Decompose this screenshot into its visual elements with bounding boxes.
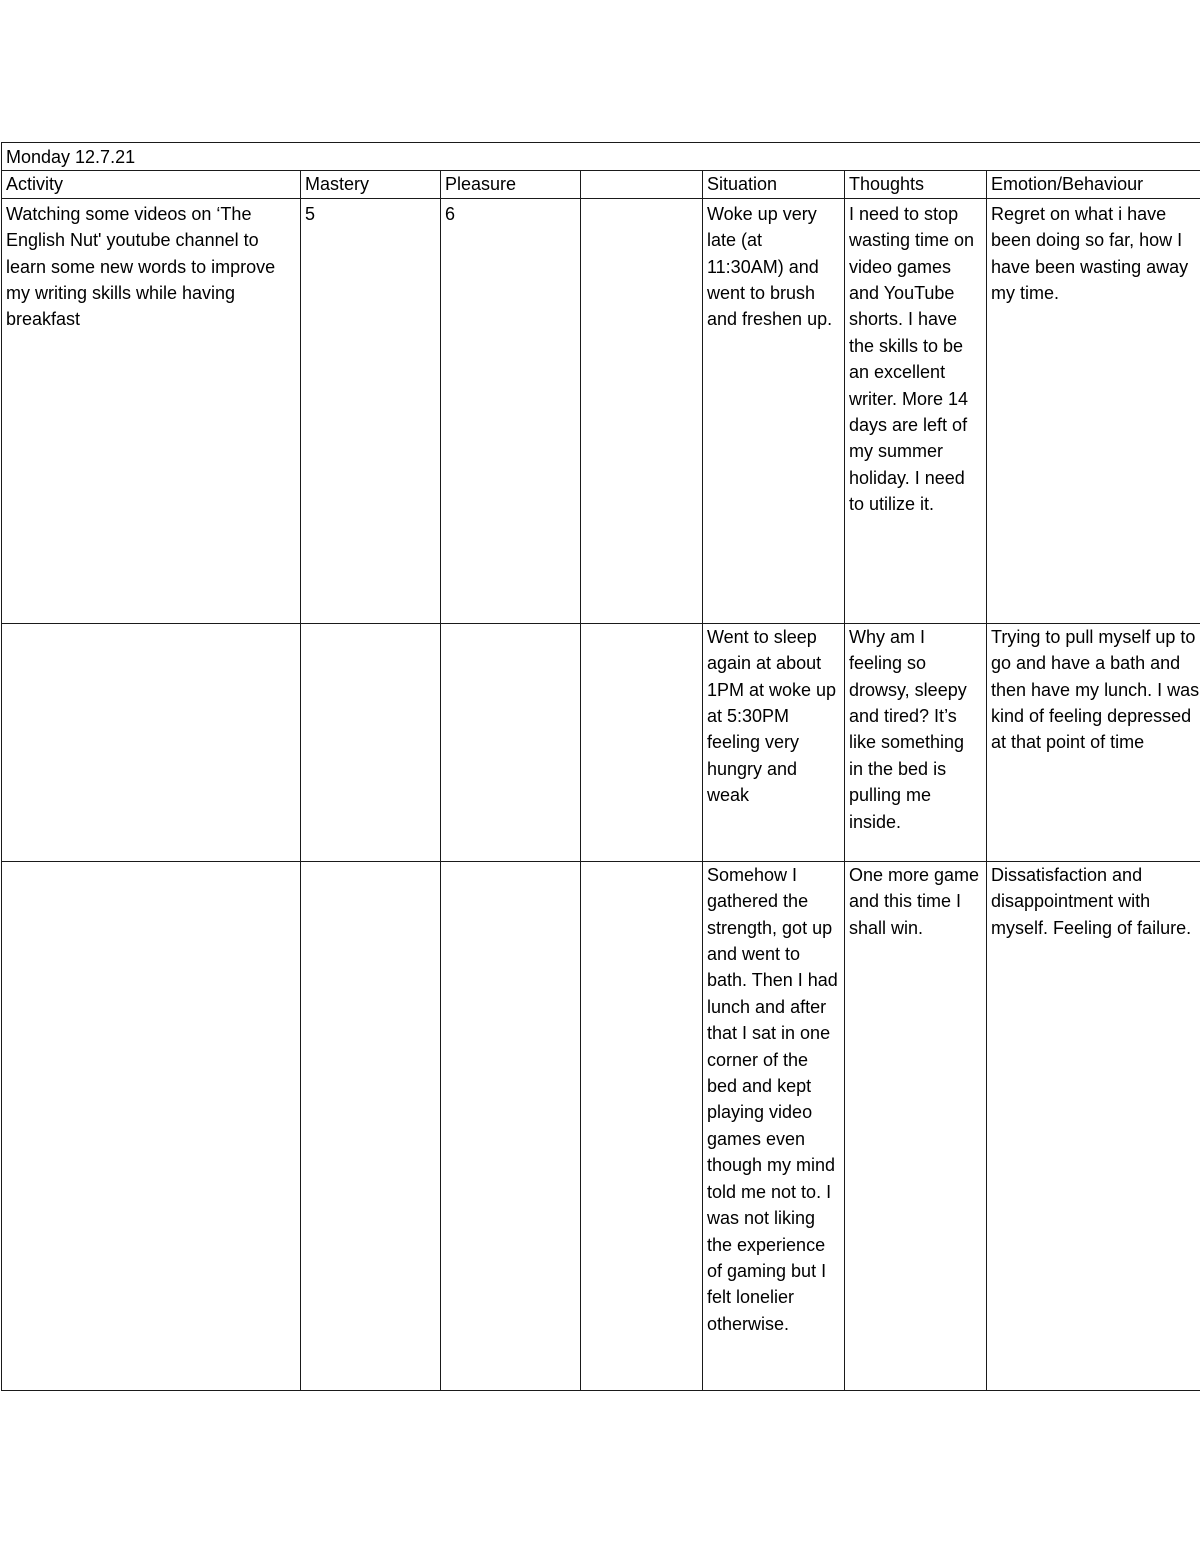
cell-thoughts: One more game and this time I shall win.	[845, 861, 987, 1390]
cell-emotion: Dissatisfaction and disappointment with myself. Feeling of failure.	[987, 861, 1200, 1390]
cell-emotion: Trying to pull myself up to go and have a bath and then have my lunch. I was kind of feeling depressed at that point of time	[987, 623, 1200, 861]
header-blank	[581, 171, 703, 198]
cell-blank	[581, 623, 703, 861]
cell-activity	[2, 861, 301, 1390]
cell-activity	[2, 623, 301, 861]
cell-pleasure: 6	[441, 198, 581, 623]
cell-situation: Somehow I gathered the strength, got up and went to bath. Then I had lunch and after that I sat in one corner of the bed and kept playing video games even though my mind told me not to. I was not liking the experience of gaming but I felt lonelier otherwise.	[703, 861, 845, 1390]
activity-log-sheet	[1, 142, 1200, 1391]
header-activity: Activity	[2, 171, 301, 198]
cell-situation: Woke up very late (at 11:30AM) and went to brush and freshen up.	[703, 198, 845, 623]
cell-blank	[581, 861, 703, 1390]
table-row	[2, 861, 1200, 1390]
table-row	[2, 198, 1200, 623]
table-row	[2, 623, 1200, 861]
cell-mastery: 5	[301, 198, 441, 623]
header-emotion-behaviour: Emotion/Behaviour	[987, 171, 1200, 198]
header-situation: Situation	[703, 171, 845, 198]
cell-activity: Watching some videos on ‘The English Nut' youtube channel to learn some new words to improve my writing skills while having breakfast	[2, 198, 301, 623]
header-row	[2, 171, 1200, 198]
cell-blank	[581, 198, 703, 623]
cell-mastery	[301, 861, 441, 1390]
header-mastery: Mastery	[301, 171, 441, 198]
cell-emotion: Regret on what i have been doing so far, how I have been wasting away my time.	[987, 198, 1200, 623]
activity-log-table	[1, 142, 1200, 1391]
header-pleasure: Pleasure	[441, 171, 581, 198]
cell-thoughts: I need to stop wasting time on video games and YouTube shorts. I have the skills to be an excellent writer. More 14 days are left of my summer holiday. I need to utilize it.	[845, 198, 987, 623]
cell-mastery	[301, 623, 441, 861]
cell-thoughts: Why am I feeling so drowsy, sleepy and tired? It’s like something in the bed is pulling me inside.	[845, 623, 987, 861]
title-row	[2, 143, 1200, 171]
table-title: Monday 12.7.21	[2, 143, 1200, 171]
cell-pleasure	[441, 861, 581, 1390]
cell-pleasure	[441, 623, 581, 861]
header-thoughts: Thoughts	[845, 171, 987, 198]
cell-situation: Went to sleep again at about 1PM at woke up at 5:30PM feeling very hungry and weak	[703, 623, 845, 861]
